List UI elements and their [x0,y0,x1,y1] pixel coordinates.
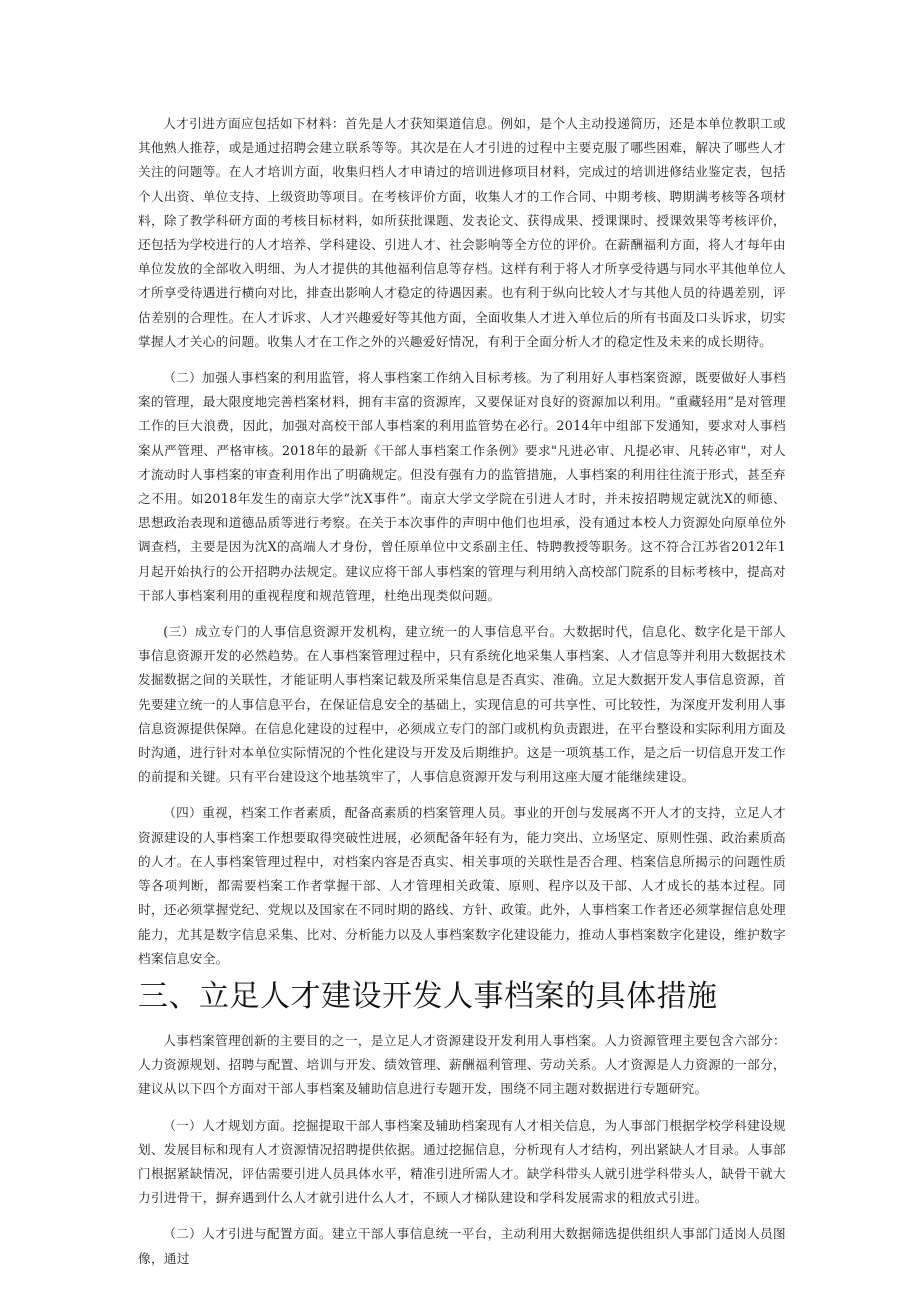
paragraph-archivist-quality: （四）重视，档案工作者素质，配备高素质的档案管理人员。事业的开创与发展离不开人才的支持，立足人才资源建设的人事档案工作想要取得突破性进展，必须配备年轻有为，能力突出、立场坚定、原则性强、政治素质高的人才。在人事档案管理过程中，对档案内容是否真实、相关事项的关联性是否合理、档案信息所揭示的问题性质等各项判断，都需要档案工作者掌握干部、人才管理相关政策、原则、程序以及干部、人才成长的基本过程。同时，还必须掌握党纪、党规以及国家在不同时期的路线、方针、政策。此外，人事档案工作者还必须掌握信息处理能力，尤其是数字信息采集、比对、分析能力以及人事档案数字化建设能力，推动人事档案数字化建设，维护数字档案信息安全。 [138,805,786,966]
paragraph-talent-recruitment: （二）人才引进与配置方面。建立干部人事信息统一平台，主动利用大数据筛选提供组织人事部门适岗人员图像，通过 [138,1226,786,1266]
paragraph-information-platform: (三）成立专门的人事信息资源开发机构，建立统一的人事信息平台。大数据时代，信息化、数字化是干部人事信息资源开发的必然趋势。在人事档案管理过程中，只有系统化地采集人事档案、人才信息等并利用大数据技术发掘数据之间的关联性，才能证明人事档案记载及所采集信息是否真实、准确。立足大数据开发人事信息资源，首先要建立统一的人事信息平台，在保证信息安全的基础上，实现信息的可共享性、可比较性，为深度开发利用人事信息资源提供保障。在信息化建设的过程中，必须成立专门的部门或机构负责跟进，在平台整设和实际利用方面及时沟通，进行针对本单位实际情况的个性化建设与开发及后期维护。这是一项筑基工作，是之后一切信息开发工作的前提和关键。只有平台建设这个地基筑牢了，人事信息资源开发与利用这座大厦才能继续建设。 [138,624,786,785]
paragraph-archive-supervision: （二）加强人事档案的利用监管，将人事档案工作纳入目标考核。为了利用好人事档案资源，既要做好人事档案的管理，最大限度地完善档案材料，拥有丰富的资源库，又要保证对良好的资源加以利用。“重藏轻用”是对管理工作的巨大浪费，因此，加强对高校干部人事档案的利用监管势在必行。2014年中组部下发通知，要求对人事档案从严管理、严格审核。2018年的最新《干部人事档案工作条例》要求"凡进必审、凡提必审、凡转必审"，对人才流动时人事档案的审查利用作出了明确规定。但没有强有力的监管措施，人事档案的利用往往流于形式，甚至弃之不用。如2018年发生的南京大学“沈X事件”。南京大学文学院在引进人才时，并未按招聘规定就沈X的师德、思想政治表现和道德品质等进行考察。在关于本次事件的声明中他们也坦承，没有通过本校人力资源处向原单位外调查档，主要是因为沈X的高端人才身份，曾任原单位中文系副主任、特聘教授等职务。这不符合江苏省2012年1月起开始执行的公开招聘办法规定。建议应将干部人事档案的管理与利用纳入高校部门院系的目标考核中，提高对干部人事档案利用的重视程度和规范管理，杜绝出现类似问题。 [138,370,786,603]
paragraph-talent-planning: （一）人才规划方面。挖掘提取干部人事档案及辅助档案现有人才相关信息，为人事部门根据学校学科建设规划、发展目标和现有人才资源情况招聘提供依据。通过挖掘信息，分析现有人才结构，列出紧缺人才目录。人事部门根据紧缺情况，评估需要引进人员具体水平，精准引进所需人才。缺学科带头人就引进学科带头人，缺骨干就大力引进骨干，摒弃遇到什么人才就引进什么人才，不顾人才梯队建设和学科发展需求的粗放式引进。 [138,1117,786,1206]
section-heading: 三、立足人才建设开发人事档案的具体措施 [138,978,718,1014]
document-page [138,112,786,1271]
paragraph-talent-introduction-materials: 人才引进方面应包括如下材料：首先是人才获知渠道信息。例如，是个人主动投递简历，还是本单位教职工或其他熟人推荐，或是通过招聘会建立联系等等。其次是在人才引进的过程中主要克服了哪些困难，解决了哪些人才关注的问题等。在人才培训方面，收集归档人才申请过的培训进修项目材料，完成过的培训进修结业鉴定表，包括个人出资、单位支持、上级资助等项目。在考核评价方面，收集人才的工作合同、中期考核、聘期满考核等各项材料，除了教学科研方面的考核目标材料，如所获批课题、发表论文、获得成果、授课课时、授课效果等考核评价，还包括为学校进行的人才培养、学科建设、引进人才、社会影响等全方位的评价。在薪酬福利方面，将人才每年由单位发放的全部收入明细、为人才提供的其他福利信息等存档。这样有利于将人才所享受待遇与同水平其他单位人才所享受待遇进行横向对比，排查出影响人才稳定的待遇因素。也有利于纵向比较人才与其他人员的待遇差别，评估差别的合理性。在人才诉求、人才兴趣爱好等其他方面，全面收集人才进入单位后的所有书面及口头诉求，切实掌握人才关心的问题。收集人才在工作之外的兴趣爱好情况，有利于全面分析人才的稳定性及未来的成长期待。 [138,116,786,349]
paragraph-section-intro: 人事档案管理创新的主要目的之一，是立足人才资源建设开发利用人事档案。人力资源管理主要包含六部分：人力资源规划、招聘与配置、培训与开发、绩效管理、薪酬福利管理、劳动关系。人才资源是人力资源的一部分，建议从以下四个方面对干部人事档案及辅助信息进行专题开发，围绕不同主题对数据进行专题研究。 [138,1032,786,1097]
